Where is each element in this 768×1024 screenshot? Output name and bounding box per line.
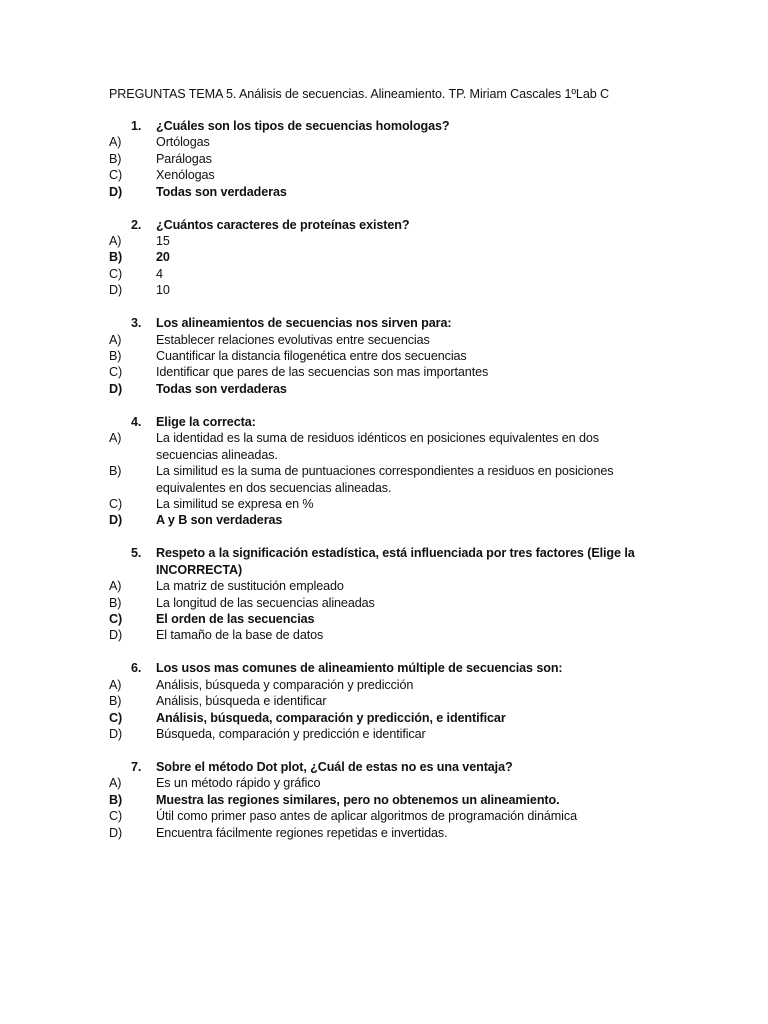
option-text: 15 — [156, 234, 170, 249]
answer-option — [109, 233, 669, 249]
option-label: C) — [109, 496, 123, 511]
option-text: El tamaño de la base de datos — [156, 628, 324, 643]
answer-option-correct — [109, 381, 669, 397]
answer-option — [109, 134, 669, 150]
question-text: Elige la correcta: — [156, 414, 256, 429]
option-text: Análisis, búsqueda e identificar — [156, 694, 327, 709]
option-text: Ortólogas — [156, 135, 210, 150]
option-text: Cuantificar la distancia filogenética entre dos secuencias — [156, 349, 467, 364]
option-text: 20 — [156, 250, 170, 265]
option-label: D) — [109, 825, 123, 840]
option-label: D) — [109, 513, 123, 528]
option-text: Todas son verdaderas — [156, 184, 287, 199]
option-label: A) — [109, 332, 122, 347]
option-label: B) — [109, 464, 122, 479]
option-label: A) — [109, 431, 122, 446]
question-text: Los usos mas comunes de alineamiento múltiple de secuencias son: — [156, 661, 563, 676]
question-stem — [109, 315, 669, 331]
option-label: D) — [109, 628, 123, 643]
option-text: Establecer relaciones evolutivas entre secuencias — [156, 332, 430, 347]
answer-option-correct — [109, 611, 669, 627]
answer-option — [109, 825, 669, 841]
option-label: D) — [109, 184, 123, 199]
question-text: Los alineamientos de secuencias nos sirven para: — [156, 316, 452, 331]
question-number: 7. — [131, 759, 142, 774]
option-label: D) — [109, 283, 123, 298]
option-label: C) — [109, 168, 123, 183]
answer-option — [109, 677, 669, 693]
option-label: C) — [109, 710, 123, 725]
option-text: La matriz de sustitución empleado — [156, 579, 344, 594]
question-stem — [109, 118, 669, 134]
option-text: El orden de las secuencias — [156, 611, 315, 626]
question-number: 3. — [131, 316, 142, 331]
answer-option — [109, 578, 669, 594]
option-text: La similitud es la suma de puntuaciones correspondientes a residuos en posiciones equivalentes en dos secuencias alineadas. — [156, 464, 614, 495]
option-label: B) — [109, 250, 123, 265]
option-label: A) — [109, 776, 122, 791]
answer-option — [109, 167, 669, 183]
option-text: La longitud de las secuencias alineadas — [156, 595, 375, 610]
question-7 — [109, 759, 669, 841]
option-text: Parálogas — [156, 151, 212, 166]
answer-option — [109, 496, 669, 512]
option-text: Útil como primer paso antes de aplicar algoritmos de programación dinámica — [156, 809, 577, 824]
question-3 — [109, 315, 669, 397]
option-label: B) — [109, 694, 122, 709]
option-label: B) — [109, 792, 123, 807]
question-text: Sobre el método Dot plot, ¿Cuál de estas no es una ventaja? — [156, 759, 513, 774]
answer-option — [109, 348, 669, 364]
option-text: Identificar que pares de las secuencias son mas importantes — [156, 365, 489, 380]
answer-option-correct — [109, 249, 669, 265]
option-text: Encuentra fácilmente regiones repetidas e invertidas. — [156, 825, 448, 840]
option-text: Es un método rápido y gráfico — [156, 776, 321, 791]
option-label: C) — [109, 266, 123, 281]
option-text: Xenólogas — [156, 168, 215, 183]
option-label: B) — [109, 349, 122, 364]
question-5 — [109, 545, 669, 643]
option-text: A y B son verdaderas — [156, 513, 283, 528]
answer-option-correct — [109, 512, 669, 528]
answer-option — [109, 332, 669, 348]
answer-option — [109, 775, 669, 791]
question-2 — [109, 217, 669, 299]
option-label: A) — [109, 135, 122, 150]
answer-option — [109, 266, 669, 282]
question-list — [109, 118, 669, 858]
question-number: 6. — [131, 661, 142, 676]
answer-option — [109, 726, 669, 742]
answer-option — [109, 151, 669, 167]
option-label: B) — [109, 595, 122, 610]
option-label: A) — [109, 234, 122, 249]
answer-option — [109, 627, 669, 643]
answer-option — [109, 430, 669, 463]
option-text: Búsqueda, comparación y predicción e identificar — [156, 726, 426, 741]
option-text: 10 — [156, 283, 170, 298]
question-number: 1. — [131, 119, 142, 133]
question-stem — [109, 759, 669, 775]
document-title: PREGUNTAS TEMA 5. Análisis de secuencias. Alineamiento. TP. Miriam Cascales 1ºLab C — [109, 87, 610, 101]
answer-option — [109, 595, 669, 611]
option-text: Análisis, búsqueda y comparación y predicción — [156, 677, 414, 692]
question-4 — [109, 414, 669, 529]
answer-option — [109, 282, 669, 298]
answer-option — [109, 693, 669, 709]
option-label: B) — [109, 151, 122, 166]
option-text: 4 — [156, 266, 163, 281]
question-6 — [109, 660, 669, 742]
option-label: C) — [109, 809, 123, 824]
option-label: C) — [109, 365, 123, 380]
option-text: La similitud se expresa en % — [156, 496, 314, 511]
answer-option — [109, 808, 669, 824]
question-number: 5. — [131, 546, 142, 561]
option-label: C) — [109, 611, 123, 626]
answer-option — [109, 364, 669, 380]
answer-option-correct — [109, 184, 669, 200]
question-number: 2. — [131, 217, 142, 232]
answer-option-correct — [109, 710, 669, 726]
question-stem — [109, 414, 669, 430]
question-text: Respeto a la significación estadística, está influenciada por tres factores (Elige la INCORRECTA) — [156, 546, 635, 577]
question-1 — [109, 118, 669, 200]
answer-option — [109, 463, 669, 496]
option-label: A) — [109, 677, 122, 692]
question-stem — [109, 660, 669, 676]
option-text: Todas son verdaderas — [156, 381, 287, 396]
question-number: 4. — [131, 414, 142, 429]
option-text: Análisis, búsqueda, comparación y predicción, e identificar — [156, 710, 506, 725]
option-text: Muestra las regiones similares, pero no obtenemos un alineamiento. — [156, 792, 560, 807]
option-label: A) — [109, 579, 122, 594]
question-text: ¿Cuántos caracteres de proteínas existen? — [156, 217, 410, 232]
option-label: D) — [109, 726, 123, 741]
question-text: ¿Cuáles son los tipos de secuencias homologas? — [156, 119, 450, 133]
option-label: D) — [109, 381, 123, 396]
question-stem — [109, 545, 669, 578]
question-stem — [109, 217, 669, 233]
answer-option-correct — [109, 792, 669, 808]
option-text: La identidad es la suma de residuos idénticos en posiciones equivalentes en dos secuencias alineadas. — [156, 431, 599, 462]
